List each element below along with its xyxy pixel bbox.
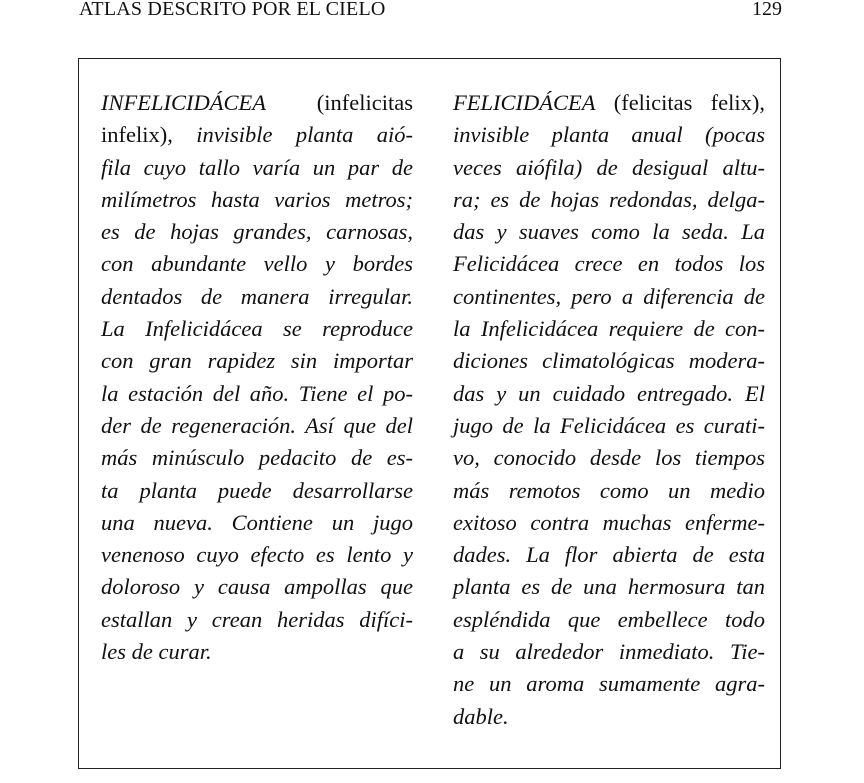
- text-line: [453, 410, 765, 442]
- italic-text: ta planta puede desarrollarse: [101, 477, 413, 503]
- italic-text: der de regeneración. Así que del: [101, 412, 413, 438]
- text-line: [453, 539, 765, 571]
- text-line: [453, 87, 765, 119]
- text-line: [101, 378, 413, 410]
- text-line: [101, 313, 413, 345]
- italic-text: venenoso cuyo efecto es lento y: [101, 542, 413, 568]
- entry-frame: [78, 58, 781, 769]
- text-line: [101, 442, 413, 474]
- roman-text: (infelicitas: [265, 90, 413, 115]
- text-line: [453, 281, 765, 313]
- italic-text: les de curar.: [101, 639, 212, 665]
- italic-text: ne un aroma sumamente agra-: [453, 671, 765, 697]
- text-line: [453, 248, 765, 280]
- text-line: [453, 378, 765, 410]
- italic-text: fila cuyo tallo varía un par de: [101, 154, 413, 180]
- italic-text: planta es de una hermosura tan: [453, 574, 765, 600]
- running-head: [0, 0, 864, 24]
- text-line: [101, 571, 413, 603]
- italic-text: das y un cuidado entregado. El: [453, 380, 765, 406]
- text-line: [101, 87, 413, 119]
- italic-text: veces aiófila) de desigual altu-: [453, 154, 765, 180]
- text-line: [101, 248, 413, 280]
- italic-text: diciones climatológicas modera-: [453, 348, 765, 374]
- text-line: [453, 571, 765, 603]
- text-line: [453, 442, 765, 474]
- italic-text: Felicidácea crece en todos los: [453, 251, 765, 277]
- text-line: [101, 216, 413, 248]
- italic-text: espléndida que embellece todo: [453, 606, 765, 632]
- italic-text: exitoso contra muchas enferme-: [453, 509, 765, 535]
- text-line: [101, 507, 413, 539]
- left-column-infelicidacea: [101, 87, 413, 668]
- italic-text: dable.: [453, 703, 509, 729]
- italic-text: es de hojas grandes, carnosas,: [101, 219, 413, 245]
- text-line: [453, 345, 765, 377]
- italic-text: a su alrededor inmediato. Tie-: [453, 639, 765, 665]
- italic-text: la Infelicidácea requiere de con-: [453, 316, 765, 342]
- page-number: 129: [752, 0, 782, 20]
- italic-text: más remotos como un medio: [453, 477, 765, 503]
- italic-text: invisible planta anual (pocas: [453, 122, 765, 148]
- italic-text: INFELICIDÁCEA: [101, 90, 266, 115]
- italic-text: la estación del año. Tiene el po-: [101, 380, 413, 406]
- text-line: [101, 410, 413, 442]
- text-line: [101, 152, 413, 184]
- text-line: [453, 475, 765, 507]
- text-line: [101, 119, 413, 151]
- text-line: [101, 604, 413, 636]
- italic-text: La Infelicidácea se reproduce: [101, 316, 413, 342]
- italic-text: FELICIDÁCEA: [453, 90, 596, 115]
- text-line: [101, 281, 413, 313]
- text-line: [453, 184, 765, 216]
- italic-text: milímetros hasta varios metros;: [101, 186, 413, 212]
- italic-text: ra; es de hojas redondas, delga-: [453, 186, 765, 212]
- italic-text: estallan y crean heridas difíci-: [101, 606, 413, 632]
- right-column-felicidacea: [453, 87, 765, 733]
- italic-text: invisible planta aió-: [196, 122, 414, 148]
- italic-text: doloroso y causa ampollas que: [101, 574, 413, 600]
- italic-text: con gran rapidez sin importar: [101, 348, 413, 374]
- text-line: [101, 345, 413, 377]
- italic-text: dades. La flor abierta de esta: [453, 542, 765, 568]
- text-line: [453, 507, 765, 539]
- text-line: [101, 184, 413, 216]
- text-line: [101, 539, 413, 571]
- roman-text: (felicitas felix),: [595, 90, 765, 115]
- italic-text: más minúsculo pedacito de es-: [101, 445, 413, 471]
- text-line: [453, 119, 765, 151]
- italic-text: jugo de la Felicidácea es curati-: [453, 412, 765, 438]
- text-line: [453, 668, 765, 700]
- text-line: [453, 701, 765, 733]
- italic-text: das y suaves como la seda. La: [453, 219, 765, 245]
- roman-text: infelix),: [101, 122, 197, 148]
- running-title: ATLAS DESCRITO POR EL CIELO: [79, 0, 386, 20]
- text-line: [101, 475, 413, 507]
- italic-text: vo, conocido desde los tiempos: [453, 445, 765, 471]
- text-line: [453, 313, 765, 345]
- text-line: [453, 216, 765, 248]
- text-line: [453, 152, 765, 184]
- italic-text: con abundante vello y bordes: [101, 251, 413, 277]
- italic-text: continentes, pero a diferencia de: [453, 283, 765, 309]
- italic-text: dentados de manera irregular.: [101, 283, 413, 309]
- text-line: [453, 636, 765, 668]
- italic-text: una nueva. Contiene un jugo: [101, 509, 413, 535]
- text-line: [101, 636, 413, 668]
- text-line: [453, 604, 765, 636]
